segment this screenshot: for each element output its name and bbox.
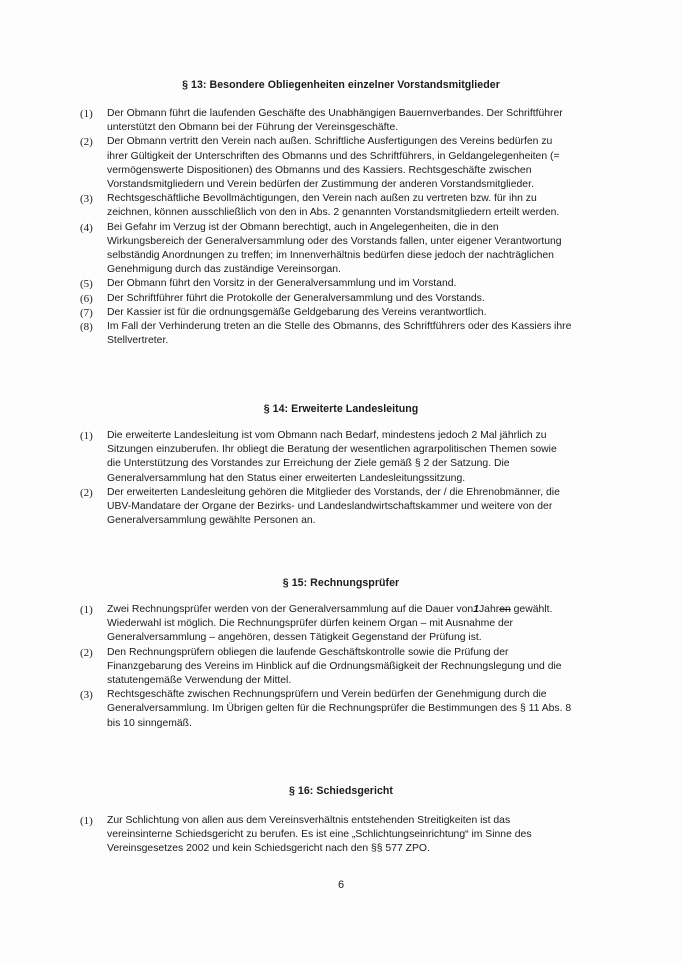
item-text: Der Obmann führt den Vorsitz in der Generalversammlung und im Vorstand. — [107, 278, 457, 290]
item-number: (1) — [80, 815, 93, 827]
section-16-item-1 — [80, 814, 600, 857]
section-14-heading: § 14: Erweiterte Landesleitung — [263, 403, 419, 415]
item-number: (6) — [80, 292, 93, 305]
item-text-rest: gewählt. Wiederwahl ist möglich. Die Rechnungsprüfer dürfen keinem Organ – mit Ausnahme der Generalversammlung – angehören, dessen Tätigkeit Gegenstand der Prüfung ist. — [107, 604, 553, 644]
item-number: (1) — [80, 430, 93, 442]
item-text: Der Schriftführer führt die Protokolle der Generalversammlung und des Vorstands. — [107, 292, 485, 304]
item-number: (2) — [80, 486, 93, 499]
section-13-item-2 — [80, 135, 600, 192]
section-13-item-1 — [80, 107, 600, 135]
section-13-item-3 — [80, 192, 600, 220]
struck-suffix: en — [499, 604, 511, 615]
item-number: (8) — [80, 321, 93, 334]
section-14-items — [80, 429, 600, 528]
item-text: Zur Schlichtung von allen aus dem Vereinsverhältnis entstehenden Streitigkeiten ist das vereinsinterne Schiedsgericht zu berufen. Es ist eine „Schlichtungseinrichtung“ im Sinne des Vereinsgesetzes 2002 und kein Schiedsgericht nach den §§ 577 ZPO. — [107, 815, 532, 855]
page-number: 6 — [337, 879, 345, 891]
item-number: (3) — [80, 193, 93, 206]
handwritten-number: 1 — [473, 604, 479, 615]
section-16-items — [80, 814, 600, 857]
section-13-items — [80, 107, 600, 348]
section-15-item-3 — [80, 688, 600, 731]
item-number: (1) — [80, 108, 93, 120]
item-text: Der Kassier ist für die ordnungsgemäße Geldgebarung des Vereins verantwortlich. — [107, 306, 487, 318]
section-13-item-7 — [80, 306, 600, 320]
item-number: (5) — [80, 278, 93, 291]
section-14-item-1 — [80, 429, 600, 486]
section-16-heading: § 16: Schiedsgericht — [288, 785, 394, 797]
item-number: (4) — [80, 221, 93, 234]
item-text: Rechtsgeschäftliche Bevollmächtigungen, den Verein nach außen zu vertreten bzw. für ihn zu zeichnen, können ausschließlich von den in Abs. 2 genannten Vorstandsmitgliedern erteilt werden. — [107, 193, 560, 219]
item-number: (2) — [80, 646, 93, 659]
item-text-word: Jahr — [478, 604, 500, 615]
item-text — [107, 603, 600, 646]
item-text: Der erweiterten Landesleitung gehören die Mitglieder des Vorstands, der / die Ehrenobmänner, die UBV-Mandatare der Organe der Bezirks- und Landeslandwirtschaftskammer und weitere von der Generalversammlung gewählte Personen an. — [107, 486, 560, 527]
section-13-item-5 — [80, 277, 600, 291]
section-15-item-2 — [80, 646, 600, 689]
item-text: Bei Gefahr im Verzug ist der Obmann berechtigt, auch in Angelegenheiten, die in den Wirkungsbereich der Generalversammlung oder des Vorstands fallen, unter eigener Verantwortung selbständig Anordnungen zu treffen; im Innenverhältnis bedürfen diese jedoch der nachträglichen Genehmigung durch das zuständige Vereinsorgan. — [107, 221, 562, 276]
section-13-item-8 — [80, 320, 600, 348]
section-15-items — [80, 603, 600, 731]
item-text: Rechtsgeschäfte zwischen Rechnungsprüfern und Verein bedürfen der Genehmigung durch die Generalversammlung. Im Übrigen gelten für die Rechnungsprüfer die Bestimmungen des § 11 Abs. 8 bis 10 sinngemäß. — [107, 689, 572, 729]
item-text: Der Obmann vertritt den Verein nach außen. Schriftliche Ausfertigungen des Vereins bedürfen zu ihrer Gültigkeit der Unterschriften des Obmanns und des Schriftführers, in Geldangelegenheiten (= vermögenswerte Dispositionen) des Obmanns und des Kassiers. Rechtsgeschäfte zwischen Vorstandsmitgliedern und Verein bedürfen der Zustimmung der anderen Vorstandsmitglieder. — [107, 136, 560, 191]
item-text: Der Obmann führt die laufenden Geschäfte des Unabhängigen Bauernverbandes. Der Schriftführer unterstützt den Obmann bei der Führung der Vereinsgeschäfte. — [107, 108, 563, 134]
item-number: (7) — [80, 306, 93, 319]
item-number: (2) — [80, 136, 93, 149]
section-15-item-1 — [80, 603, 600, 646]
item-number: (3) — [80, 689, 93, 702]
item-text: Im Fall der Verhinderung treten an die Stelle des Obmanns, des Schriftführers oder des Kassiers ihre Stellvertreter. — [107, 321, 572, 347]
section-13-heading: § 13: Besondere Obliegenheiten einzelner Vorstandsmitglieder — [182, 79, 500, 91]
section-13-item-6 — [80, 292, 600, 306]
section-14-item-2 — [80, 486, 600, 529]
section-15-heading: § 15: Rechnungsprüfer — [282, 577, 400, 589]
item-number: (1) — [80, 604, 93, 616]
section-13-item-4 — [80, 221, 600, 278]
item-text-start: Zwei Rechnungsprüfer werden von der Generalversammlung auf die Dauer von — [107, 604, 474, 615]
item-text: Die erweiterte Landesleitung ist vom Obmann nach Bedarf, mindestens jedoch 2 Mal jährlich zu Sitzungen einzuberufen. Ihr obliegt die Beratung der wesentlichen agrarpolitischen Themen sowie die Unterstützung des Vorstandes zur Erreichung der Ziele gemäß § 2 der Satzung. Die Generalversammlung hat den Status einer erweiterten Landesleitungssitzung. — [107, 430, 557, 484]
item-text: Den Rechnungsprüfern obliegen die laufende Geschäftskontrolle sowie die Prüfung der Finanzgebarung des Vereins im Hinblick auf die Ordnungsmäßigkeit der Rechnungslegung und die statutengemäße Verwendung der Mittel. — [107, 646, 562, 687]
